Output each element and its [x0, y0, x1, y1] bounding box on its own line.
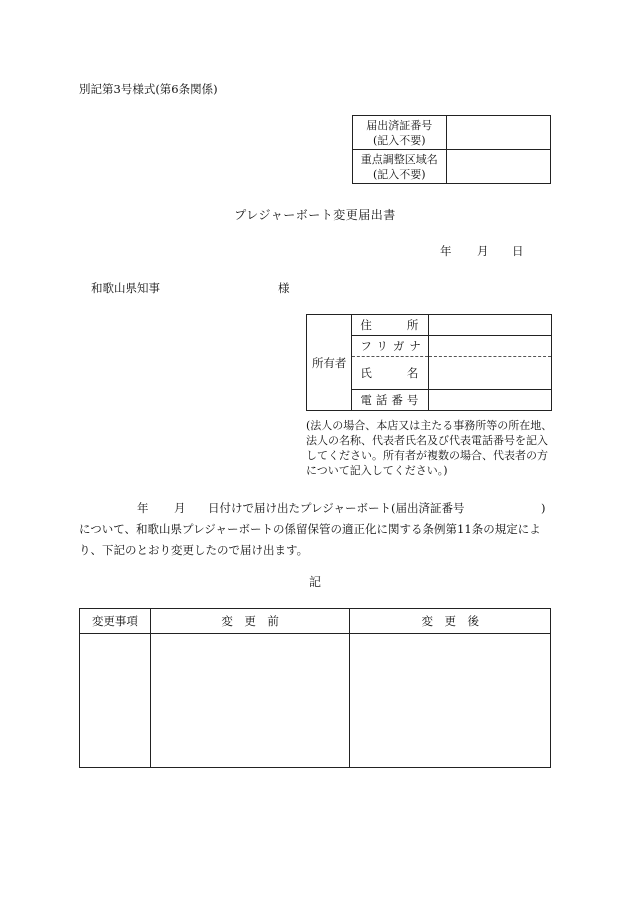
zone-name-field[interactable] [446, 150, 550, 184]
date-month-label: 月 [477, 244, 489, 258]
before-field[interactable] [150, 634, 350, 768]
receipt-number-field[interactable] [446, 116, 550, 150]
addressee: 和歌山県知事 [91, 281, 160, 295]
receipt-row [353, 116, 551, 150]
furigana-label [352, 336, 429, 357]
owner-table [306, 314, 552, 411]
furigana-field[interactable] [428, 336, 551, 357]
body-line-1 [79, 498, 551, 519]
furigana-label-text: フリガナ [360, 339, 426, 353]
header-change-item: 変更事項 [80, 609, 151, 634]
receipt-label-line1: 届出済証番号 [366, 118, 433, 132]
receipt-label-line2: (記入不要) [372, 167, 426, 181]
body-year-label: 年 [137, 501, 149, 515]
receipt-label [353, 116, 447, 150]
phone-field[interactable] [428, 390, 551, 411]
name-label-b: 名 [406, 366, 419, 380]
body-line-3: り、下記のとおり変更したので届け出ます。 [79, 543, 309, 557]
body-line-2: について、和歌山県プレジャーボートの係留保管の適正化に関する条例第11条の規定によ [79, 522, 541, 536]
address-label-a: 住 [360, 318, 372, 332]
change-item-field[interactable] [80, 634, 151, 768]
ki-heading: 記 [308, 575, 321, 589]
form-label: 別記第3号様式(第6条関係) [79, 82, 218, 96]
name-label [352, 357, 429, 390]
name-label-a: 氏 [360, 366, 372, 380]
changes-header-row [80, 609, 551, 634]
date-day-label: 日 [512, 244, 524, 258]
receipt-table [352, 115, 551, 184]
body-line-1-text: 日付けで届け出たプレジャーボート(届出済証番号 [208, 501, 465, 515]
owner-address-row [307, 315, 552, 336]
phone-label [352, 390, 429, 411]
name-field[interactable] [428, 357, 551, 390]
phone-label-text: 電話番号 [360, 393, 423, 407]
body-month-label: 月 [174, 501, 186, 515]
changes-body-row [80, 634, 551, 768]
changes-table [79, 608, 551, 768]
date-year-label: 年 [440, 244, 452, 258]
owner-note: (法人の場合、本店又は主たる事務所等の所在地、法人の名称、代表者氏名及び代表電話番号を記入してください。所有者が複数の場合、代表者の方について記入してください。) [306, 419, 553, 477]
address-label-b: 所 [406, 318, 419, 332]
receipt-label-line1: 重点調整区域名 [360, 152, 438, 166]
honorific: 様 [278, 281, 290, 295]
owner-role-label: 所有者 [307, 315, 352, 411]
header-before: 変 更 前 [150, 609, 350, 634]
header-after: 変 更 後 [350, 609, 551, 634]
address-field[interactable] [428, 315, 551, 336]
body-close-paren: ) [541, 501, 546, 515]
document-title: プレジャーボート変更届出書 [234, 208, 396, 222]
receipt-label [353, 150, 447, 184]
body-paragraph [79, 498, 551, 561]
address-label [352, 315, 429, 336]
receipt-label-line2: (記入不要) [372, 133, 426, 147]
receipt-row [353, 150, 551, 184]
after-field[interactable] [350, 634, 551, 768]
